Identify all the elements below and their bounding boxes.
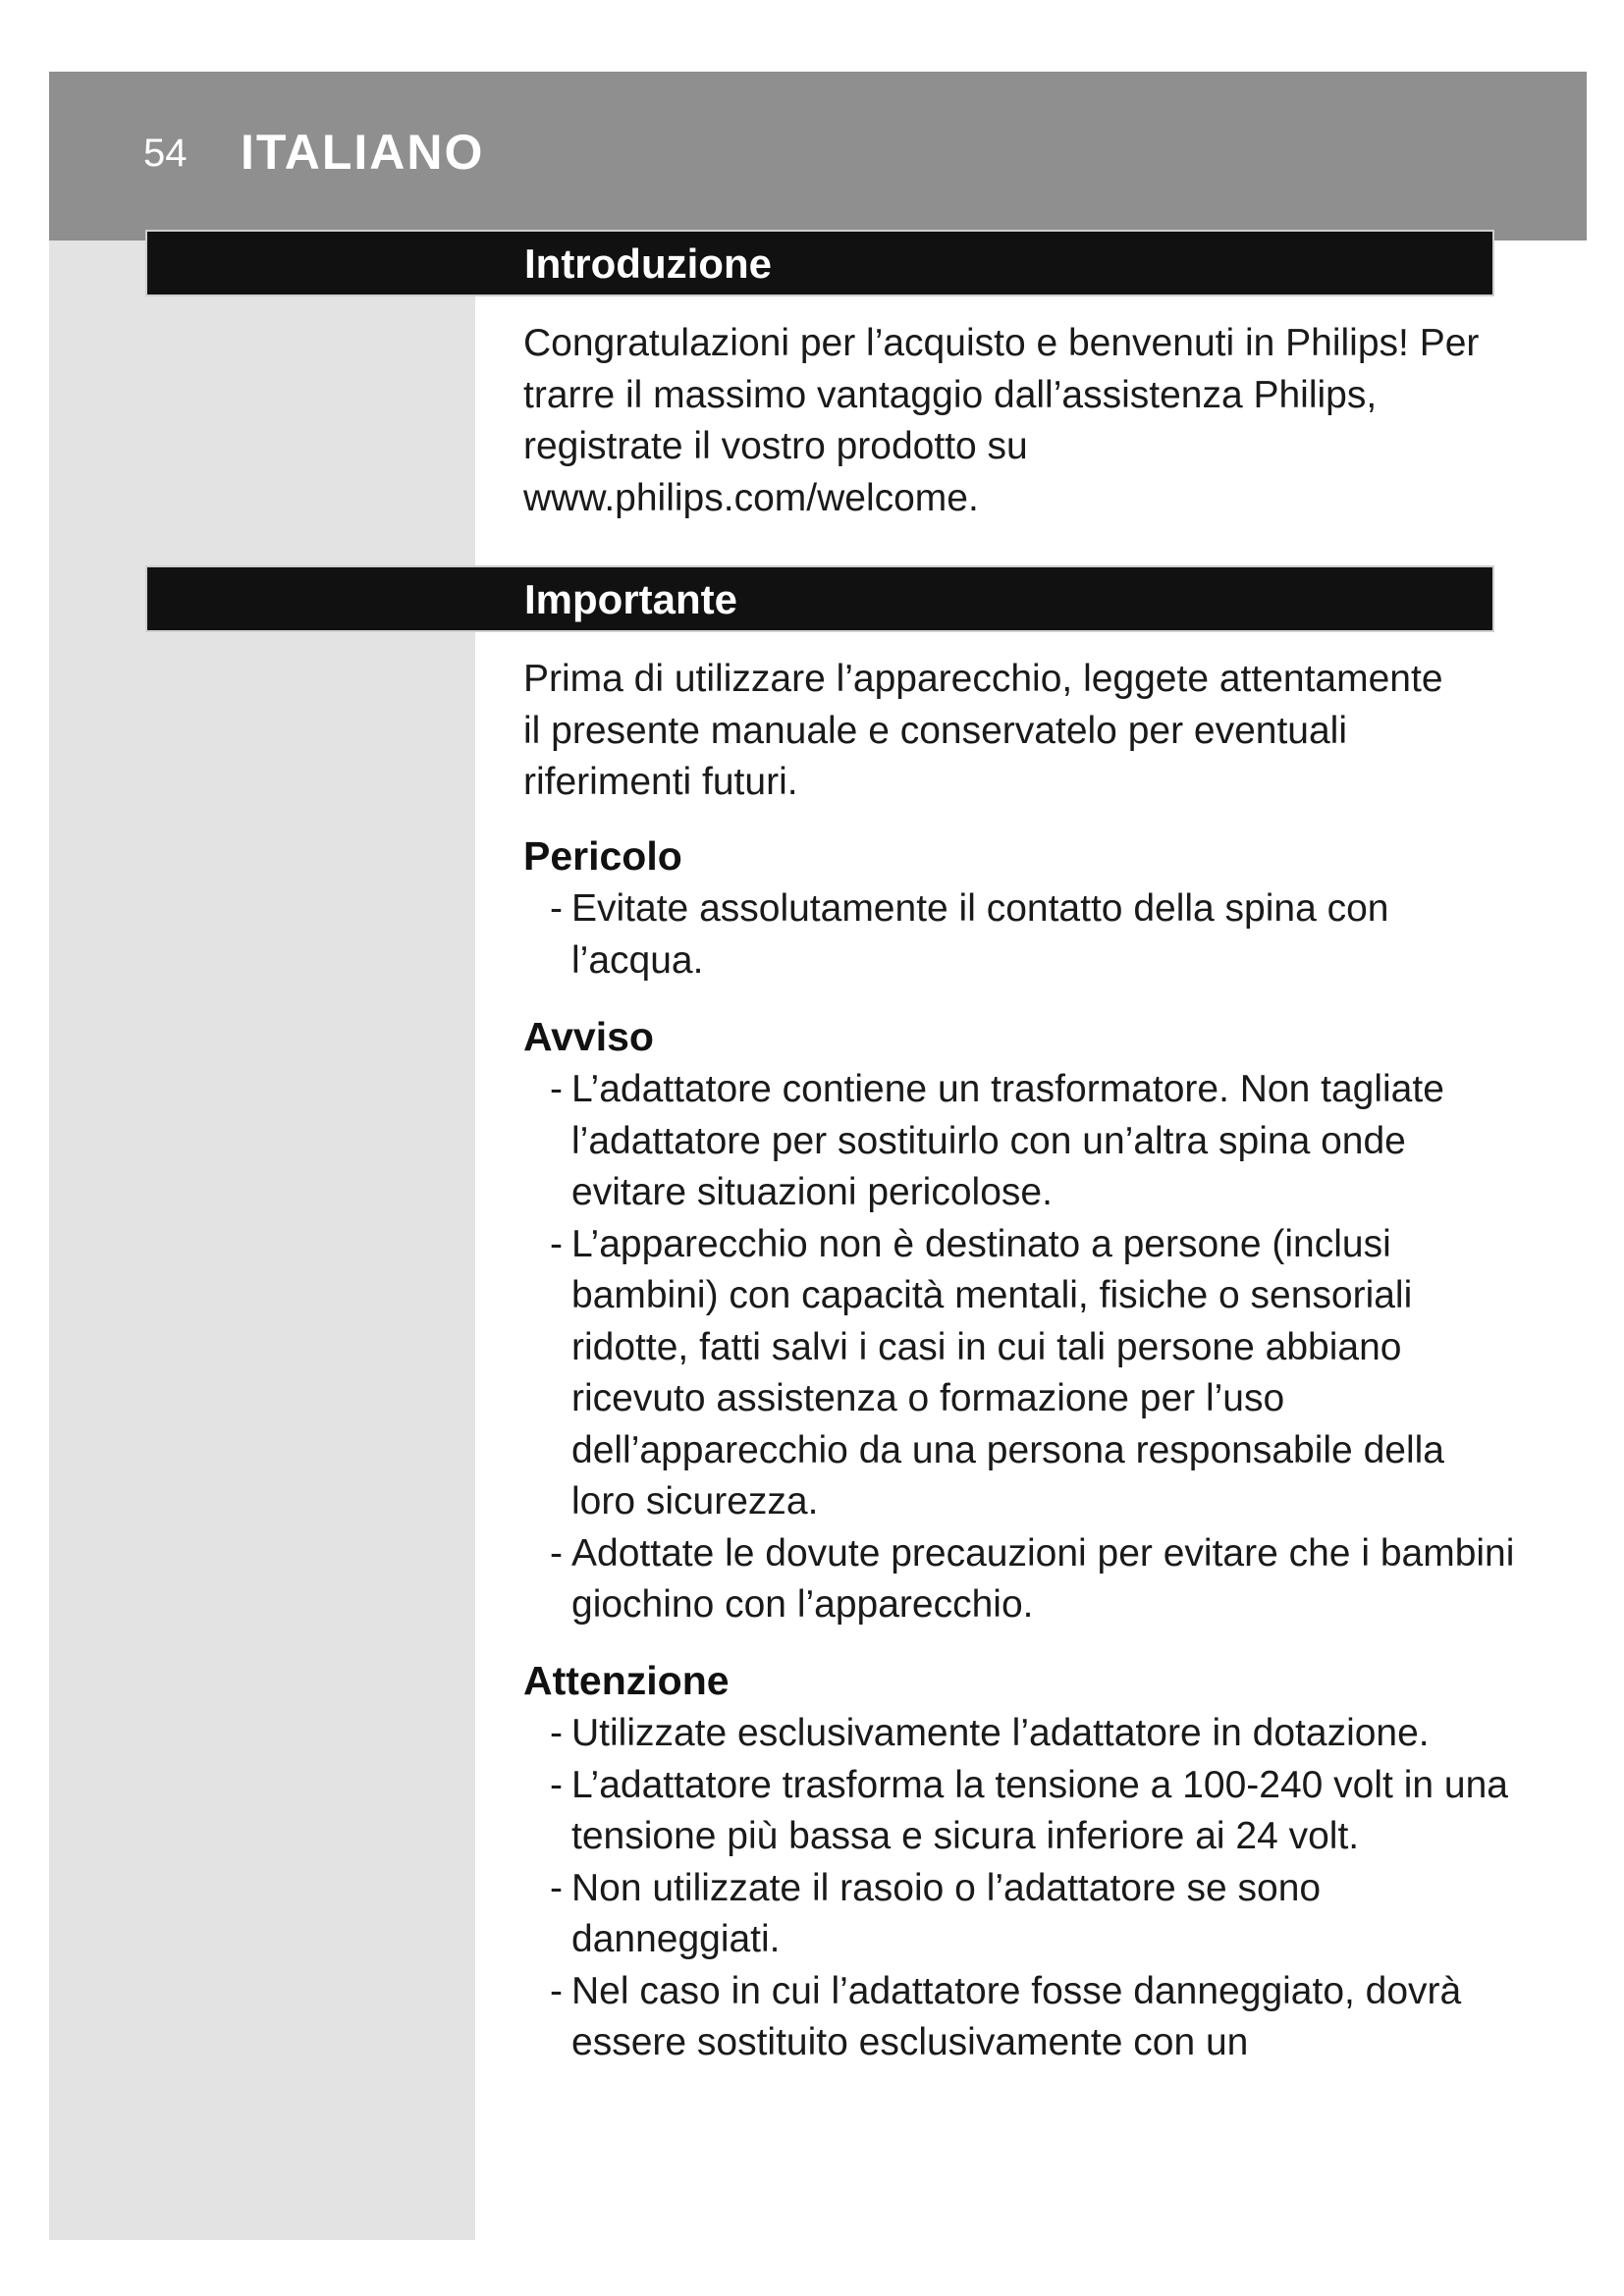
list-item: - L’apparecchio non è destinato a persone (inclusi bambini) con capacità mentali, fisiche o sensoriali ridotte, fatti salvi i casi in cui tali persone abbiano ricevuto assistenza o formazione per l’uso dell’apparecchio da una persona responsabile della loro sicurezza.	[550, 1222, 1444, 1522]
list-item: - Non utilizzate il rasoio o l’adattatore se sono danneggiati.	[550, 1866, 1322, 1960]
page-number: 54	[143, 132, 188, 175]
list-item: - L’adattatore trasforma la tensione a 100-240 volt in una tensione più bassa e sicura inferiore ai 24 volt.	[550, 1763, 1508, 1857]
list-item: - Utilizzate esclusivamente l’adattatore in dotazione.	[550, 1712, 1430, 1754]
intro-paragraph: Congratulazioni per l’acquisto e benvenuti in Philips! Per trarre il massimo vantaggio dall’assistenza Philips, registrate il vostro prodotto su www.philips.com/welcome.	[523, 322, 1480, 519]
section-title-introduzione: Introduzione	[524, 240, 772, 287]
importante-paragraph: Prima di utilizzare l’apparecchio, leggete attentamente il presente manuale e conservatelo per eventuali riferimenti futuri.	[523, 658, 1443, 803]
subhead-attenzione: Attenzione	[523, 1658, 730, 1703]
list-item: - L’adattatore contiene un trasformatore. Non tagliate l’adattatore per sostituirlo con un’altra spina onde evitare situazioni pericolose.	[550, 1068, 1444, 1213]
pericolo-list	[550, 883, 1502, 987]
section-bar-importante	[145, 565, 1494, 632]
subhead-avviso: Avviso	[523, 1014, 654, 1059]
avviso-list	[550, 1064, 1517, 1631]
language-title: ITALIANO	[241, 125, 485, 180]
section-title-importante: Importante	[524, 576, 738, 622]
subhead-pericolo: Pericolo	[523, 833, 682, 879]
importante-text	[523, 654, 1446, 809]
attenzione-list	[550, 1708, 1522, 2069]
list-item: - Evitate assolutamente il contatto della spina con l’acqua.	[550, 887, 1389, 982]
intro-text	[523, 318, 1481, 524]
list-item: - Nel caso in cui l’adattatore fosse danneggiato, dovrà essere sostituito esclusivamente con un	[550, 1969, 1462, 2063]
side-margin-column	[49, 72, 475, 2240]
list-item: - Adottate le dovute precauzioni per evitare che i bambini giochino con l’apparecchio.	[550, 1531, 1515, 1626]
section-bar-introduzione	[145, 230, 1494, 296]
